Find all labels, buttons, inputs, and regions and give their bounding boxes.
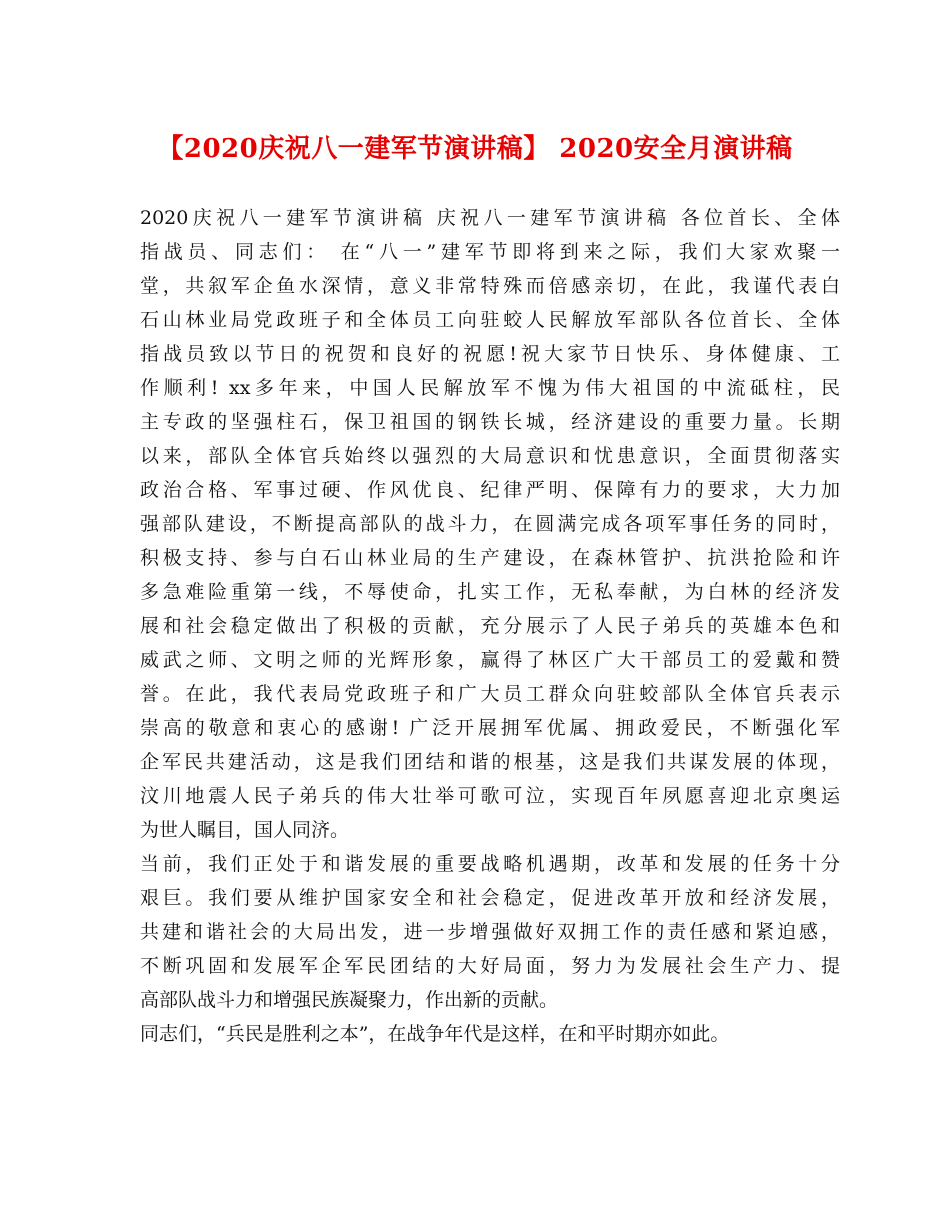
text-line: 积极支持、参与白石山林业局的生产建设，在森林管护、抗洪抢险和许 — [140, 547, 840, 569]
text-line: 崇高的敬意和衷心的感谢! 广泛开展拥军优属、拥政爱民，不断强化军 — [140, 717, 840, 739]
text-line: 展和社会稳定做出了积极的贡献，充分展示了人民子弟兵的英雄本色和 — [140, 615, 840, 637]
text-line: 艰巨。我们要从维护国家安全和社会稳定，促进改革开放和经济发展， — [140, 887, 840, 909]
text-line: 为世人瞩目，国人同济。 — [140, 819, 350, 841]
text-line: 主专政的坚强柱石，保卫祖国的钢铁长城，经济建设的重要力量。长期 — [140, 411, 840, 433]
text-line: 不断巩固和发展军企军民团结的大好局面，努力为发展社会生产力、提 — [140, 955, 840, 977]
text-line: 作顺利! xx多年来，中国人民解放军不愧为伟大祖国的中流砥柱，民 — [140, 377, 840, 399]
text-line: 以来，部队全体官兵始终以强烈的大局意识和忧患意识，全面贯彻落实 — [140, 445, 840, 467]
text-line: 同志们，“兵民是胜利之本”，在战争年代是这样，在和平时期亦如此。 — [140, 1023, 730, 1045]
text-line: 汶川地震人民子弟兵的伟大壮举可歌可泣，实现百年夙愿喜迎北京奥运 — [140, 785, 840, 807]
text-line: 多急难险重第一线，不辱使命，扎实工作，无私奉献，为白林的经济发 — [140, 581, 840, 603]
paragraph — [140, 847, 840, 1017]
text-line: 当前，我们正处于和谐发展的重要战略机遇期，改革和发展的任务十分 — [140, 853, 840, 875]
text-line: 誉。在此，我代表局党政班子和广大员工群众向驻蛟部队全体官兵表示 — [140, 683, 840, 705]
text-line: 堂，共叙军企鱼水深情，意义非常特殊而倍感亲切，在此，我谨代表白 — [140, 275, 840, 297]
text-line: 石山林业局党政班子和全体员工向驻蛟人民解放军部队各位首长、全体 — [140, 309, 840, 331]
text-line: 企军民共建活动，这是我们团结和谐的根基，这是我们共谋发展的体现， — [140, 751, 840, 773]
document-body — [140, 201, 840, 1051]
text-line: 2020庆祝八一建军节演讲稿 庆祝八一建军节演讲稿 各位首长、全体 — [140, 207, 840, 229]
paragraph — [140, 1017, 840, 1051]
text-line: 政治合格、军事过硬、作风优良、纪律严明、保障有力的要求，大力加 — [140, 479, 840, 501]
text-line: 威武之师、文明之师的光辉形象，赢得了林区广大干部员工的爱戴和赞 — [140, 649, 840, 671]
text-line: 指战员致以节日的祝贺和良好的祝愿!祝大家节日快乐、身体健康、工 — [140, 343, 840, 365]
text-line: 强部队建设，不断提高部队的战斗力，在圆满完成各项军事任务的同时， — [140, 513, 840, 535]
text-line: 指战员、同志们： 在“八一”建军节即将到来之际，我们大家欢聚一 — [140, 241, 840, 263]
paragraph — [140, 201, 840, 847]
text-line: 高部队战斗力和增强民族凝聚力，作出新的贡献。 — [140, 989, 559, 1011]
text-line: 共建和谐社会的大局出发，进一步增强做好双拥工作的责任感和紧迫感， — [140, 921, 840, 943]
document-title: 【2020庆祝八一建军节演讲稿】 2020安全月演讲稿 — [157, 134, 793, 164]
